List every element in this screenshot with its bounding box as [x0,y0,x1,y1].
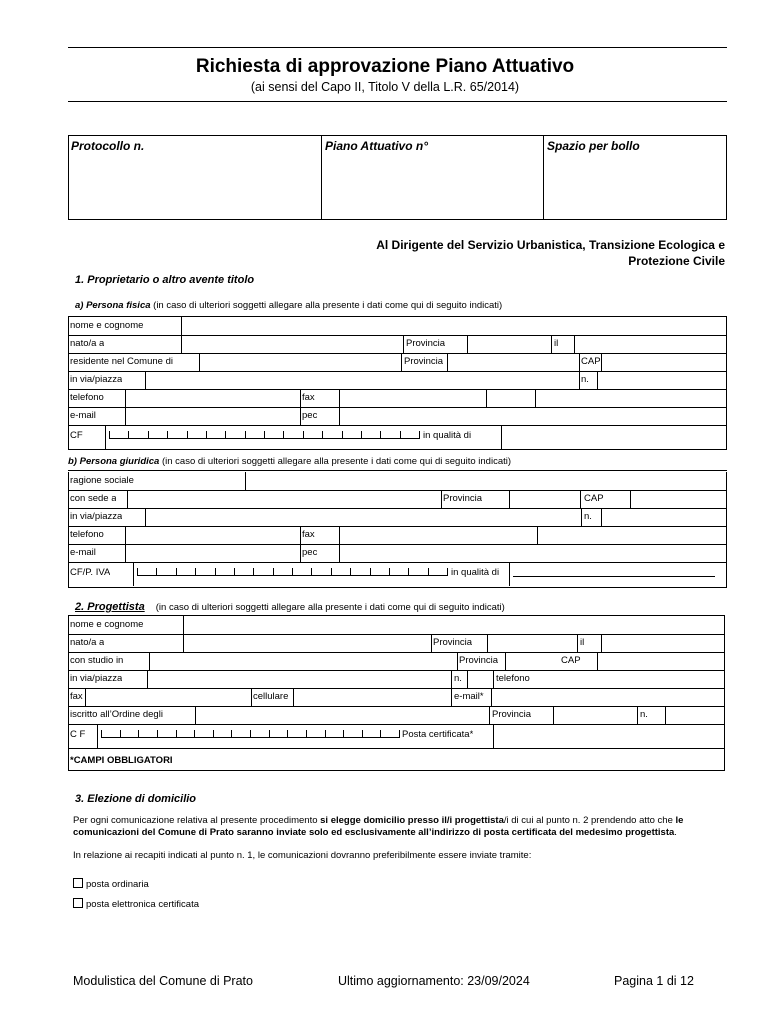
bollo-field: Spazio per bollo [547,139,640,153]
posta-ordinaria-option[interactable]: posta ordinaria [73,878,149,890]
cap-residenza-input[interactable] [602,353,726,371]
telefono-input[interactable] [126,389,301,407]
progettista-ordine-input[interactable] [196,706,489,724]
progettista-via-input[interactable] [148,670,451,688]
section-1-title: 1. Proprietario o altro avente titolo [75,274,255,286]
progettista-cf-input[interactable] [101,724,399,740]
cf-piva-input[interactable] [137,562,447,578]
footer-page: Pagina 1 di 12 [614,974,694,988]
persona-giuridica-table: ragione sociale con sede a Provincia CAP in via/piazza n. telefono fax e-mail pec CF/P. IVA in qualità di [68,472,727,588]
fax-input[interactable] [340,389,486,407]
ragione-sociale-input[interactable] [246,472,726,490]
pec-checkbox[interactable] [73,898,83,908]
top-rule [68,47,727,48]
progettista-cap-input[interactable] [598,652,724,670]
civico-input[interactable] [598,371,726,389]
civico-sede-input[interactable] [602,508,726,526]
progettista-nome-input[interactable] [184,616,724,634]
comune-residenza-input[interactable] [200,353,401,371]
via-sede-input[interactable] [146,508,581,526]
data-nascita-input[interactable] [575,335,726,353]
progettista-nato-input[interactable] [184,634,431,652]
pec-sede-input[interactable] [340,544,726,562]
progettista-pec-input[interactable] [494,724,724,748]
sede-input[interactable] [128,490,441,508]
nome-cognome-input[interactable] [182,317,726,335]
elezione-domicilio-paragraph: Per ogni comunicazione relativa al presente procedimento si elegge domicilio presso il/i progettista/i di cui al punto n. 2 prendendo atto che le comunicazioni del Comune di Prato saranno inviate solo ed esclusivamente all’indirizzo di posta certificata del medesimo progettista. [73,815,684,838]
page-subtitle: (ai sensi del Capo II, Titolo V della L.R. 65/2014) [250,80,520,94]
fax-sede-input[interactable] [340,526,538,544]
progettista-provincia-input[interactable] [488,634,577,652]
section-1b-heading: b) Persona giuridica (in caso di ulteriori soggetti allegare alla presente i dati come qui di seguito indicati) [68,456,512,467]
email-sede-input[interactable] [126,544,301,562]
telefono-sede-input[interactable] [126,526,301,544]
progettista-provincia-studio-input[interactable] [507,652,560,670]
section-3-title: 3. Elezione di domicilio [75,793,197,805]
progettista-civico-input[interactable] [468,670,495,688]
progettista-cellulare-input[interactable] [294,688,452,706]
progettista-provincia-ordine-input[interactable] [554,706,637,724]
provincia-nascita-input[interactable] [468,335,551,353]
progettista-studio-input[interactable] [150,652,457,670]
posta-ordinaria-checkbox[interactable] [73,878,83,888]
provincia-sede-input[interactable] [510,490,581,508]
email-input[interactable] [126,407,301,425]
section-1a-heading: a) Persona fisica (in caso di ulteriori soggetti allegare alla presente i dati come qui di seguito indicati) [75,300,503,311]
page-title: Richiesta di approvazione Piano Attuativo [195,56,575,77]
progettista-email-input[interactable] [492,688,724,706]
campi-obbligatori-note: *CAMPI OBBLIGATORI [70,755,173,766]
progettista-data-input[interactable] [602,634,724,652]
pec-option[interactable]: posta elettronica certificata [73,898,199,910]
section-2-heading: 2. Progettista (in caso di ulteriori soggetti allegare alla presente i dati come qui di seguito indicati) [75,601,505,613]
addressee: Al Dirigente del Servizio Urbanistica, Transizione Ecologica e Protezione Civile [376,238,725,268]
pec-input[interactable] [340,407,726,425]
qualita-input[interactable] [502,425,726,449]
progettista-iscrizione-input[interactable] [666,706,724,724]
via-input[interactable] [146,371,579,389]
office-use-box [68,135,727,220]
cap-sede-input[interactable] [631,490,726,508]
recapiti-paragraph: In relazione ai recapiti indicati al punto n. 1, le comunicazioni dovranno preferibilmente essere inviate tramite: [73,850,532,861]
provincia-residenza-input[interactable] [448,353,579,371]
footer-left: Modulistica del Comune di Prato [73,974,253,988]
progettista-fax-input[interactable] [86,688,251,706]
codice-fiscale-input[interactable] [109,425,419,441]
progettista-telefono-input[interactable] [539,670,724,688]
progettista-table: nome e cognome nato/a a Provincia il con studio in Provincia CAP in via/piazza n. telefono fax cellulare e-mail* iscritto all’Ordine degli Provincia n. C F Posta certificata* *CAMPI OBBLIGATORI [68,615,725,771]
footer-updated: Ultimo aggiornamento: 23/09/2024 [338,974,530,988]
piano-attuativo-field[interactable]: Piano Attuativo n° [325,139,429,153]
nato-input[interactable] [182,335,403,353]
qualita-giuridica-input[interactable] [513,576,715,577]
protocollo-field[interactable]: Protocollo n. [71,139,145,153]
persona-fisica-table: nome e cognome nato/a a Provincia il residente nel Comune di Provincia CAP in via/piazza n. telefono fax e-mail pec CF in qualità di [68,316,727,450]
title-rule [68,101,727,102]
